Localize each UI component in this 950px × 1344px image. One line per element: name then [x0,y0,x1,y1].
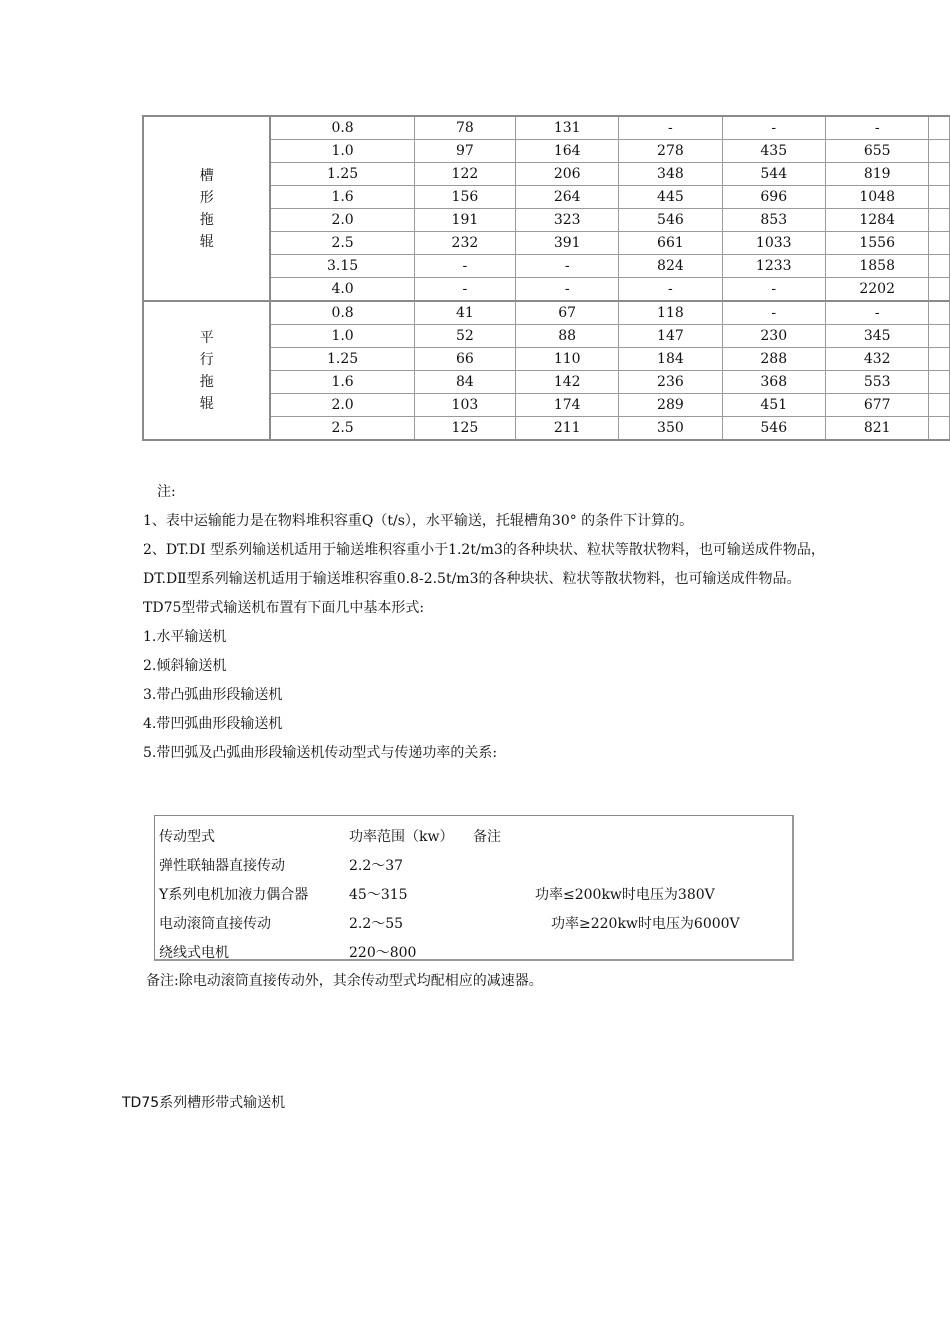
capacity-cell: - [619,278,722,302]
capacity-cell: 131 [516,117,619,140]
capacity-cell: 451 [723,394,826,417]
capacity-cell: 821 [826,417,929,439]
capacity-cell: - [516,255,619,278]
clipped-cell [929,417,950,439]
drive-type: 绕线式电机 [159,945,229,961]
capacity-cell: 819 [826,163,929,186]
capacity-cell: 67 [516,302,619,325]
capacity-cell: - [723,117,826,140]
capacity-cell: 147 [619,325,722,348]
capacity-cell: 348 [619,163,722,186]
capacity-cell: 350 [619,417,722,439]
belt-speed-cell: 2.5 [271,417,414,439]
layout-intro: TD75型带式输送机布置有下面几中基本形式: [143,600,425,616]
capacity-cell: 432 [826,348,929,371]
clipped-cell [929,302,950,325]
notes-section [143,478,833,768]
capacity-cell: 110 [516,348,619,371]
capacity-cell: 278 [619,140,722,163]
capacity-cell: 345 [826,325,929,348]
power-range: 2.2～37 [349,858,404,874]
power-range: 2.2～55 [349,916,404,932]
capacity-cell: 236 [619,371,722,394]
capacity-cell: - [415,278,516,302]
capacity-cell: 1033 [723,232,826,255]
form-item: 5.带凹弧及凸弧曲形段输送机传动型式与传递功率的关系: [143,745,498,761]
capacity-cell: 122 [415,163,516,186]
belt-speed-cell: 4.0 [271,278,414,302]
belt-speed-cell: 0.8 [271,117,414,140]
capacity-cell: 435 [723,140,826,163]
capacity-cell: 2202 [826,278,929,302]
capacity-cell: 174 [516,394,619,417]
clipped-cell [929,163,950,186]
roller-type-text: 槽形拖辊 [199,167,214,250]
capacity-cell: 655 [826,140,929,163]
capacity-cell: - [826,302,929,325]
capacity-cell: 1284 [826,209,929,232]
drive-row [159,852,789,881]
header-remark: 备注 [473,829,501,845]
capacity-cell: 264 [516,186,619,209]
drive-type: 弹性联轴器直接传动 [159,858,285,874]
power-range: 220～800 [349,945,417,961]
drive-type-table [154,815,794,961]
clipped-cell [929,232,950,255]
capacity-cell: 206 [516,163,619,186]
capacity-cell: 232 [415,232,516,255]
capacity-cell: 289 [619,394,722,417]
capacity-cell: 696 [723,186,826,209]
capacity-cell: - [723,302,826,325]
belt-speed-cell: 1.0 [271,140,414,163]
form-item: 3.带凸弧曲形段输送机 [143,687,283,703]
note-2: 2、DT.DI 型系列输送机适用于输送堆积容重小于1.2t/m3的各种块状、粒状等散状物料，也可输送成件物品，DT.DⅡ型系列输送机适用于输送堆积容重0.8-2.5t/m3的各种块状、粒状等散状物料，也可输送成件物品。 [143,542,825,587]
capacity-cell: 97 [415,140,516,163]
drive-type: Y系列电机加液力偶合器 [159,887,309,903]
capacity-cell: 323 [516,209,619,232]
clipped-cell [929,140,950,163]
capacity-row [144,117,950,140]
capacity-cell: 52 [415,325,516,348]
power-range: 45～315 [349,887,408,903]
belt-speed-cell: 2.0 [271,394,414,417]
belt-speed-cell: 1.25 [271,348,414,371]
capacity-cell: 677 [826,394,929,417]
belt-speed-cell: 2.5 [271,232,414,255]
clipped-cell [929,394,950,417]
capacity-cell: 184 [619,348,722,371]
drive-remark: 功率≥220kw时电压为6000V [551,916,740,932]
capacity-cell: 853 [723,209,826,232]
roller-type-text: 平行拖辊 [199,329,214,412]
remark-note: 备注:除电动滚筒直接传动外，其余传动型式均配相应的减速器。 [146,973,543,989]
drive-remark: 功率≤200kw时电压为380V [535,887,715,903]
clipped-cell [929,325,950,348]
form-item: 2.倾斜输送机 [143,658,227,674]
capacity-cell: 1858 [826,255,929,278]
note-1: 1、表中运输能力是在物料堆积容重Q（t/s），水平输送，托辊槽角30° 的条件下计算的。 [143,513,694,529]
section-title: TD75系列槽形带式输送机 [122,1095,286,1111]
capacity-cell: 118 [619,302,722,325]
capacity-cell: - [619,117,722,140]
capacity-cell: 230 [723,325,826,348]
capacity-cell: 288 [723,348,826,371]
clipped-cell [929,371,950,394]
header-drive-type: 传动型式 [159,829,215,845]
capacity-cell: 1233 [723,255,826,278]
header-power-range: 功率范围（kw） [349,829,454,845]
roller-type-label [144,117,271,302]
capacity-cell: 368 [723,371,826,394]
capacity-cell: 445 [619,186,722,209]
capacity-cell: 142 [516,371,619,394]
clipped-cell [929,278,950,302]
capacity-cell: 1556 [826,232,929,255]
capacity-cell: - [723,278,826,302]
capacity-cell: 156 [415,186,516,209]
belt-speed-cell: 1.25 [271,163,414,186]
capacity-cell: - [826,117,929,140]
capacity-cell: 544 [723,163,826,186]
belt-speed-cell: 2.0 [271,209,414,232]
clipped-cell [929,117,950,140]
capacity-cell: 553 [826,371,929,394]
form-item: 4.带凹弧曲形段输送机 [143,716,283,732]
capacity-cell: - [516,278,619,302]
capacity-cell: 391 [516,232,619,255]
form-item: 1.水平输送机 [143,629,227,645]
capacity-cell: 41 [415,302,516,325]
capacity-cell: 211 [516,417,619,439]
belt-speed-cell: 1.0 [271,325,414,348]
roller-type-label [144,302,271,439]
belt-speed-cell: 1.6 [271,371,414,394]
belt-speed-cell: 3.15 [271,255,414,278]
drive-row [159,939,789,968]
drive-row [159,881,789,910]
drive-type: 电动滚筒直接传动 [159,916,271,932]
capacity-cell: 103 [415,394,516,417]
clipped-cell [929,209,950,232]
belt-speed-cell: 0.8 [271,302,414,325]
capacity-cell: 164 [516,140,619,163]
capacity-cell: 66 [415,348,516,371]
drive-table-header [159,823,789,852]
capacity-cell: 546 [619,209,722,232]
capacity-cell: 824 [619,255,722,278]
capacity-cell: 1048 [826,186,929,209]
belt-speed-cell: 1.6 [271,186,414,209]
capacity-cell: 78 [415,117,516,140]
capacity-table [142,115,950,441]
clipped-cell [929,186,950,209]
capacity-row [144,302,950,325]
capacity-cell: 661 [619,232,722,255]
notes-heading: 注: [157,484,176,500]
capacity-cell: 88 [516,325,619,348]
capacity-cell: 84 [415,371,516,394]
capacity-cell: 546 [723,417,826,439]
capacity-cell: 191 [415,209,516,232]
capacity-cell: - [415,255,516,278]
clipped-cell [929,348,950,371]
capacity-cell: 125 [415,417,516,439]
clipped-cell [929,255,950,278]
drive-row [159,910,789,939]
